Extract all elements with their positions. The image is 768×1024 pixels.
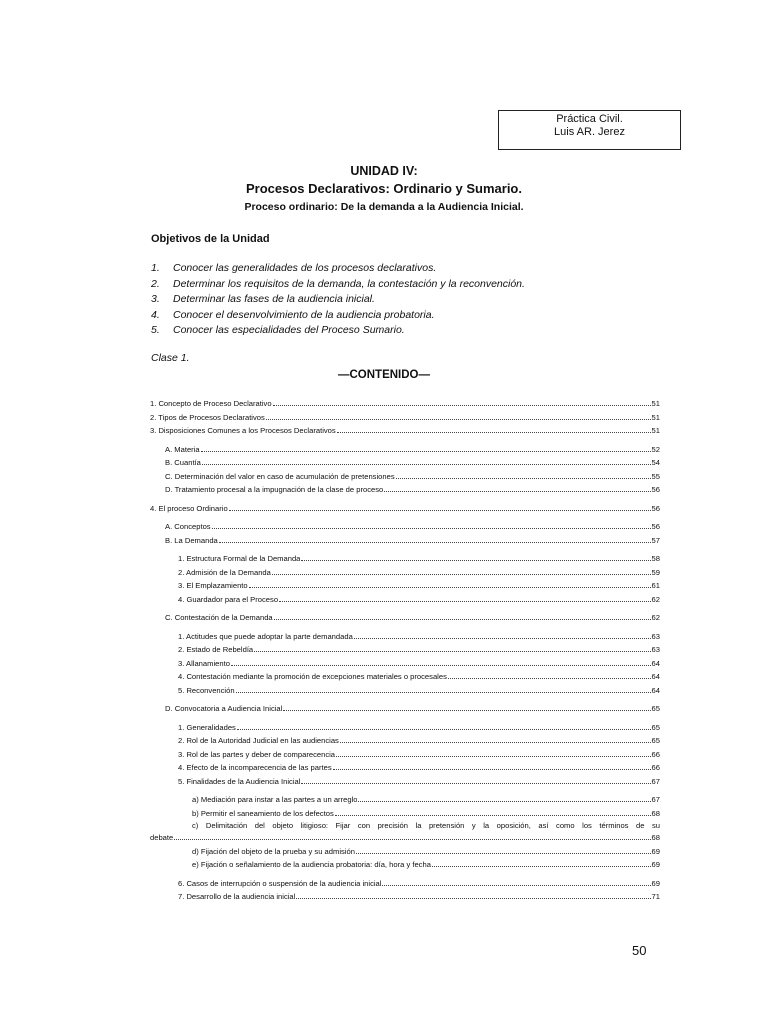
toc-entry[interactable]: C. Contestación de la Demanda 62 (165, 613, 660, 622)
toc-entry[interactable]: D. Convocatoria a Audiencia Inicial 65 (165, 704, 660, 713)
toc-entry[interactable]: 2. Admisión de la Demanda 59 (178, 567, 660, 577)
toc-entry[interactable]: D. Tratamiento procesal a la impugnación de la clase de proceso 56 (165, 485, 660, 494)
toc-entry[interactable]: 1. Generalidades 65 (178, 722, 660, 732)
toc-entry[interactable]: 3. Rol de las partes y deber de comparecencia 66 (178, 749, 660, 759)
toc-entry[interactable]: 7. Desarrollo de la audiencia inicial 71 (178, 892, 660, 901)
contents-heading: —CONTENIDO— (338, 369, 430, 381)
toc-entry[interactable]: 5. Finalidades de la Audiencia Inicial 67 (178, 776, 660, 786)
unit-subtitle-secondary: Proceso ordinario: De la demanda a la Audiencia Inicial. (244, 201, 524, 213)
objectives-list (151, 261, 525, 339)
objective-item: 4. Conocer el desenvolvimiento de la audiencia probatoria. (151, 308, 435, 321)
objective-item: 2. Determinar los requisitos de la demanda, la contestación y la reconvención. (151, 277, 525, 290)
author-name: Luis AR. Jerez (554, 126, 625, 138)
course-name: Práctica Civil. (556, 113, 623, 125)
class-label: Clase 1. (151, 352, 190, 364)
toc-entry-text[interactable]: c) Delimitación del objeto litigioso: Fijar con precisión la pretensión y la oposición, así como los términos de su (192, 821, 660, 830)
toc-entry[interactable]: 4. Contestación mediante la promoción de excepciones materiales o procesales 64 (178, 672, 660, 681)
toc-entry[interactable]: 4. El proceso Ordinario 56 (150, 503, 660, 513)
objective-item: 1. Conocer las generalidades de los procesos declarativos. (151, 262, 437, 274)
toc-entry[interactable]: 6. Casos de interrupción o suspensión de la audiencia inicial 69 (178, 878, 660, 888)
toc-entry[interactable]: 4. Efecto de la incomparecencia de las partes 66 (178, 763, 660, 772)
toc-entry[interactable]: C. Determinación del valor en caso de acumulación de pretensiones 55 (165, 471, 660, 481)
toc-entry[interactable]: B. Cuantía 54 (165, 458, 660, 467)
toc-entry[interactable]: 1. Concepto de Proceso Declarativo 51 (150, 399, 660, 408)
toc-entry[interactable]: a) Mediación para instar a las partes a un arreglo 67 (192, 795, 660, 804)
toc-entry[interactable]: d) Fijación del objeto de la prueba y su admisión 69 (192, 846, 660, 856)
toc-entry[interactable]: 2. Tipos de Procesos Declarativos 51 (150, 412, 660, 422)
toc-entry[interactable]: 2. Rol de la Autoridad Judicial en las audiencias 65 (178, 736, 660, 745)
page-number: 50 (632, 943, 647, 958)
objective-item: 3. Determinar las fases de la audiencia inicial. (151, 293, 375, 305)
objectives-heading: Objetivos de la Unidad (151, 233, 270, 245)
toc-entry[interactable]: A. Materia 52 (165, 444, 660, 454)
toc-entry[interactable]: 2. Estado de Rebeldía 63 (178, 645, 660, 654)
toc-entry[interactable]: 1. Estructura Formal de la Demanda 58 (178, 554, 660, 563)
unit-subtitle: Procesos Declarativos: Ordinario y Sumario. (246, 181, 522, 196)
toc-entry[interactable]: b) Permitir el saneamiento de los defectos 68 (192, 808, 660, 818)
table-of-contents (150, 397, 660, 904)
author-box (498, 110, 681, 150)
toc-entry[interactable]: debate 68 (150, 833, 660, 842)
objective-item: 5. Conocer las especialidades del Proceso Sumario. (151, 324, 405, 336)
toc-entry[interactable]: 4. Guardador para el Proceso 62 (178, 594, 660, 604)
toc-entry[interactable]: A. Conceptos 56 (165, 522, 660, 531)
toc-entry[interactable]: e) Fijación o señalamiento de la audiencia probatoria: día, hora y fecha 69 (192, 860, 660, 869)
toc-entry[interactable]: B. La Demanda 57 (165, 535, 660, 545)
unit-title: UNIDAD IV: (350, 164, 418, 178)
toc-entry[interactable]: 1. Actitudes que puede adoptar la parte demandada 63 (178, 631, 660, 641)
toc-entry[interactable]: 3. Disposiciones Comunes a los Procesos Declarativos 51 (150, 426, 660, 435)
toc-entry[interactable]: 5. Reconvención 64 (178, 685, 660, 695)
toc-entry[interactable]: 3. El Emplazamiento 61 (178, 581, 660, 590)
toc-entry[interactable]: 3. Allanamiento 64 (178, 658, 660, 668)
